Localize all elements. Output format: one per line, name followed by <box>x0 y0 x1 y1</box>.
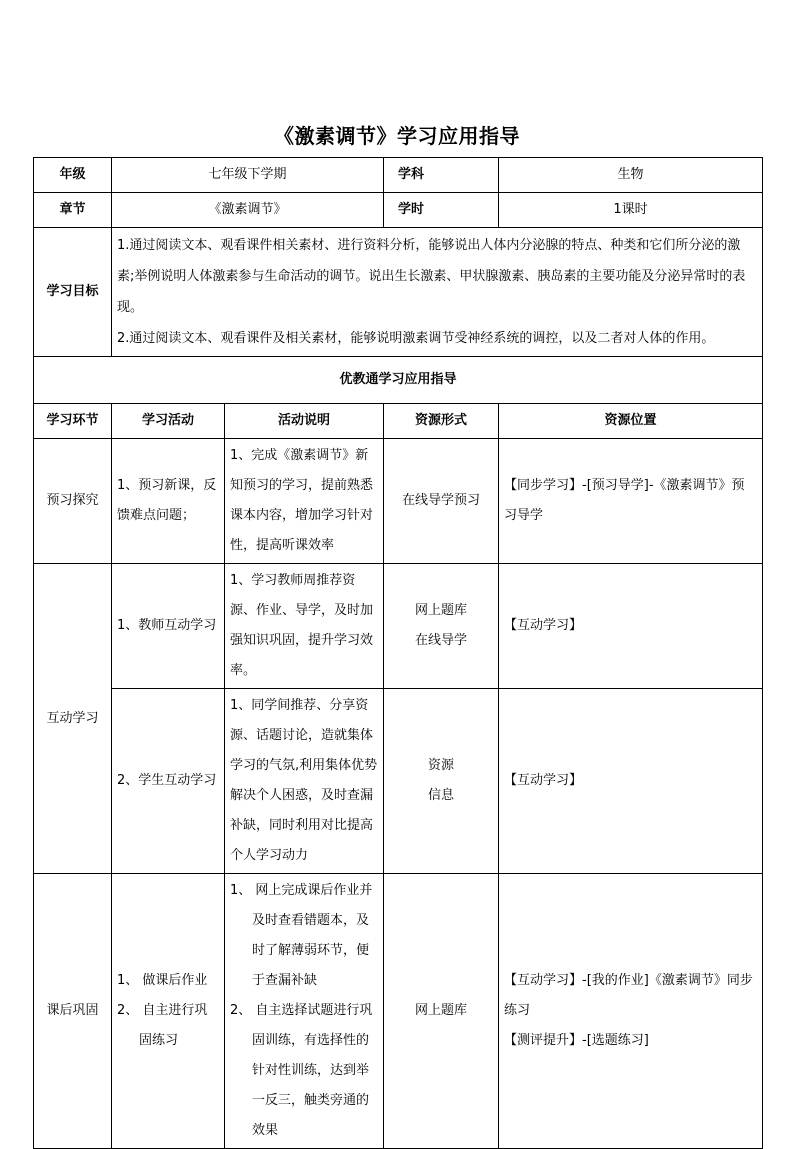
goal-item-1: 1.通过阅读文本、观看课件相关素材、进行资料分析，能够说出人体内分泌腺的特点、种类和它们所分泌的激素;举例说明人体激素参与生命活动的调节。说出生长激素、甲状腺激素、胰岛素的主要功能及分泌异常时的表现。 <box>117 238 746 315</box>
form-teacher-1: 网上题库 <box>415 603 468 618</box>
activity-student: 2、学生互动学习 <box>112 689 225 874</box>
location-student: 【互动学习】 <box>499 689 763 874</box>
location-preview: 【同步学习】-[预习导学]-《激素调节》预习导学 <box>499 439 763 564</box>
desc-student: 1、同学间推荐、分享资源、话题讨论，造就集体学习的气氛,利用集体优势解决个人困惑，及时查漏补缺，同时利用对比提高个人学习动力 <box>225 689 384 874</box>
hours-value: 1课时 <box>499 193 763 228</box>
desc-after-2: 2、 自主选择试题进行巩固训练，有选择性的针对性训练，达到举一反三，触类旁通的效果 <box>230 1003 373 1138</box>
activity-preview: 1、预习新课，反馈难点问题； <box>112 439 225 564</box>
activity-after-1: 1、 做课后作业 <box>117 973 208 988</box>
form-after: 网上题库 <box>384 874 499 1149</box>
form-preview: 在线导学预习 <box>384 439 499 564</box>
form-student <box>384 689 499 874</box>
stage-preview: 预习探究 <box>34 439 112 564</box>
col-header-form: 资源形式 <box>384 404 499 439</box>
activity-after <box>112 874 225 1149</box>
subject-label: 学科 <box>384 158 499 193</box>
location-teacher: 【互动学习】 <box>499 564 763 689</box>
grade-label: 年级 <box>34 158 112 193</box>
goal-item-2: 2.通过阅读文本、观看课件及相关素材，能够说明激素调节受神经系统的调控，以及二者对人体的作用。 <box>117 331 715 346</box>
stage-interact: 互动学习 <box>34 564 112 874</box>
desc-preview: 1、完成《激素调节》新知预习的学习，提前熟悉课本内容，增加学习针对性，提高听课效率 <box>225 439 384 564</box>
page-title: 《激素调节》学习应用指导 <box>274 124 520 148</box>
chapter-value: 《激素调节》 <box>112 193 384 228</box>
activity-teacher: 1、教师互动学习 <box>112 564 225 689</box>
table-row <box>34 564 763 689</box>
location-after-2: 【测评提升】-[选题练习] <box>504 1033 649 1048</box>
table-row <box>34 874 763 1149</box>
desc-after-1: 1、 网上完成课后作业并及时查看错题本，及时了解薄弱环节，便于查漏补缺 <box>230 883 373 988</box>
col-header-stage: 学习环节 <box>34 404 112 439</box>
hours-label: 学时 <box>384 193 499 228</box>
stage-after: 课后巩固 <box>34 874 112 1149</box>
grade-value: 七年级下学期 <box>112 158 384 193</box>
subject-value: 生物 <box>499 158 763 193</box>
desc-after <box>225 874 384 1149</box>
table-row <box>34 439 763 564</box>
section-header: 优教通学习应用指导 <box>34 357 763 404</box>
table-row <box>34 689 763 874</box>
location-after-1: 【互动学习】-[我的作业]《激素调节》同步练习 <box>504 973 753 1018</box>
guide-table <box>33 157 763 1149</box>
location-after <box>499 874 763 1149</box>
goal-label: 学习目标 <box>34 228 112 357</box>
desc-teacher: 1、学习教师周推荐资源、作业、导学，及时加强知识巩固，提升学习效率。 <box>225 564 384 689</box>
col-header-location: 资源位置 <box>499 404 763 439</box>
form-student-1: 资源 <box>428 758 455 773</box>
form-teacher-2: 在线导学 <box>415 633 468 648</box>
activity-after-2: 2、 自主进行巩固练习 <box>117 1003 208 1048</box>
col-header-activity: 学习活动 <box>112 404 225 439</box>
form-student-2: 信息 <box>428 788 455 803</box>
goal-text <box>112 228 763 357</box>
col-header-desc: 活动说明 <box>225 404 384 439</box>
form-teacher <box>384 564 499 689</box>
chapter-label: 章节 <box>34 193 112 228</box>
